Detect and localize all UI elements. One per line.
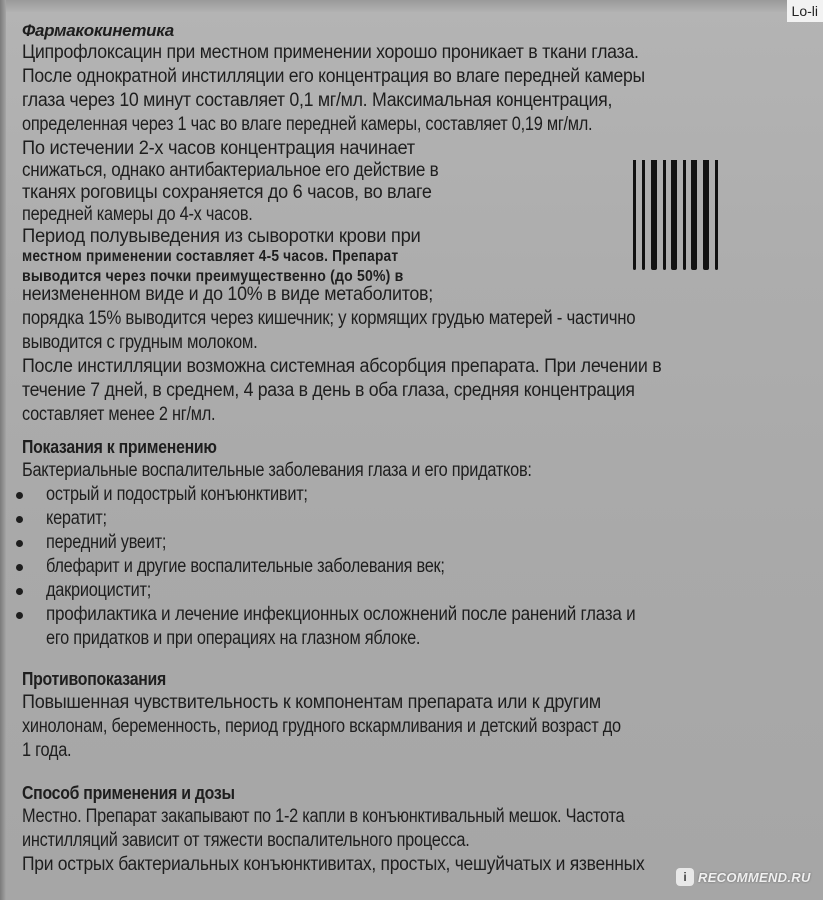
text-line: снижаться, однако антибактериальное его действие в <box>22 160 439 181</box>
irecommend-logo-icon: i <box>676 868 694 886</box>
text-line: 1 года. <box>22 740 72 761</box>
text-line: неизмененном виде и до 10% в виде метаболитов; <box>22 284 433 305</box>
watermark-text: RECOMMEND.RU <box>698 869 811 885</box>
section-title-indications: Показания к применению <box>22 437 217 457</box>
text-line: порядка 15% выводится через кишечник; у кормящих грудью матерей - частично <box>22 308 636 329</box>
left-edge <box>0 0 6 900</box>
bullet-icon <box>16 588 23 595</box>
list-item: профилактика и лечение инфекционных осложнений после ранений глаза и <box>46 604 636 625</box>
irecommend-watermark <box>676 864 811 890</box>
list-item: блефарит и другие воспалительные заболевания век; <box>46 556 445 577</box>
text-line: Повышенная чувствительность к компонентам препарата или к другим <box>22 692 601 713</box>
bullet-icon <box>16 516 23 523</box>
list-item: передний увеит; <box>46 532 167 553</box>
bullet-icon <box>16 492 23 499</box>
text-line: течение 7 дней, в среднем, 4 раза в день в оба глаза, средняя концентрация <box>22 380 635 401</box>
barcode-image <box>633 160 723 272</box>
text-line: передней камеры до 4-х часов. <box>22 204 253 225</box>
text-line: После инстилляции возможна системная абсорбция препарата. При лечении в <box>22 356 662 377</box>
text-line: хинолонам, беременность, период грудного вскармливания и детский возраст до <box>22 716 621 737</box>
text-line: инстилляций зависит от тяжести воспалительного процесса. <box>22 830 470 851</box>
bullet-icon <box>16 612 23 619</box>
section-title-dosage: Способ применения и дозы <box>22 783 235 803</box>
text-line: тканях роговицы сохраняется до 6 часов, во влаге <box>22 182 432 203</box>
text-line: глаза через 10 минут составляет 0,1 мг/мл. Максимальная концентрация, <box>22 90 613 111</box>
text-line: Период полувыведения из сыворотки крови при <box>22 226 421 247</box>
text-line: выводится через почки преимущественно (до 50%) в <box>22 268 404 285</box>
text-line: При острых бактериальных конъюнктивитах, простых, чешуйчатых и язвенных <box>22 854 645 875</box>
corner-badge: Lo-li <box>787 0 823 22</box>
text-line: Ципрофлоксацин при местном применении хорошо проникает в ткани глаза. <box>22 42 639 63</box>
text-line: местном применении составляет 4-5 часов. Препарат <box>22 248 399 265</box>
text-line: определенная через 1 час во влаге передней камеры, составляет 0,19 мг/мл. <box>22 114 593 135</box>
bullet-icon <box>16 540 23 547</box>
text-line: составляет менее 2 нг/мл. <box>22 404 216 425</box>
text-line: По истечении 2-х часов концентрация начинает <box>22 138 415 159</box>
top-edge <box>0 0 823 12</box>
section-title-pharmacokinetics: Фармакокинетика <box>22 21 174 40</box>
list-item: кератит; <box>46 508 107 529</box>
section-title-contraindications: Противопоказания <box>22 669 167 689</box>
text-line: После однократной инстилляции его концентрация во влаге передней камеры <box>22 66 645 87</box>
text-line: Бактериальные воспалительные заболевания глаза и его придатков: <box>22 460 532 481</box>
list-item: дакриоцистит; <box>46 580 152 601</box>
bullet-icon <box>16 564 23 571</box>
list-item-continuation: его придатков и при операциях на глазном яблоке. <box>46 628 421 649</box>
list-item: острый и подострый конъюнктивит; <box>46 484 308 505</box>
text-line: Местно. Препарат закапывают по 1-2 капли в конъюнктивальный мешок. Частота <box>22 806 625 827</box>
text-line: выводится с грудным молоком. <box>22 332 258 353</box>
